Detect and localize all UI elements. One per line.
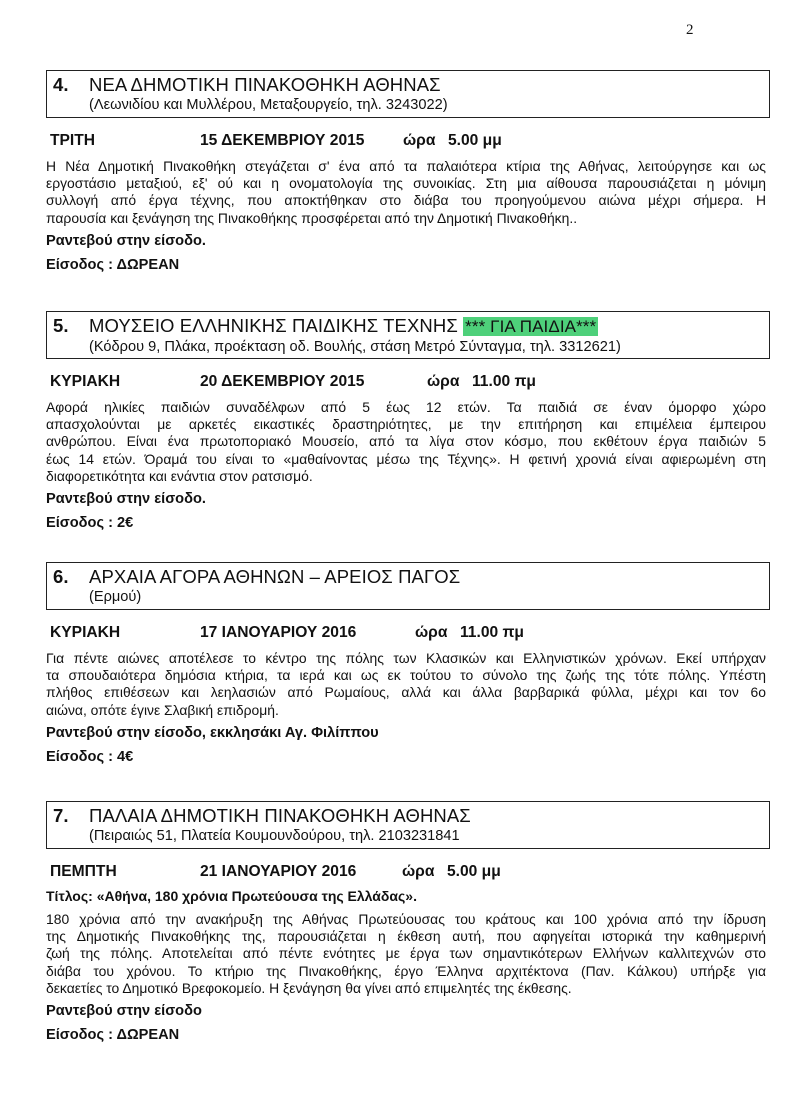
description-line: έως 14 ετών. Όραμά του είναι το «μαθαίνοντας μέσω της Τέχνης». Η φετινή χρονιά είναι αφιερωμένη στη — [46, 450, 766, 467]
page-number: 2 — [686, 22, 694, 38]
event-date: 15 ΔΕΚΕΜΒΡΙΟΥ 2015 — [200, 132, 365, 149]
event-meeting: Ραντεβού στην είσοδο. — [46, 491, 206, 508]
event-address: (Κόδρου 9, Πλάκα, προέκταση οδ. Βουλής, στάση Μετρό Σύνταγμα, τηλ. 3312621) — [89, 339, 621, 355]
event-day: ΤΡΙΤΗ — [50, 132, 96, 149]
event-4 — [46, 70, 770, 274]
event-date-line — [46, 132, 770, 152]
event-header-box — [46, 801, 770, 849]
event-day: ΚΥΡΙΑΚΗ — [50, 624, 121, 641]
event-title — [53, 74, 769, 96]
description-line: παρουσία και ξενάγηση της Πινακοθήκης προσφέρεται από την Δημοτική Πινακοθήκη.. — [46, 209, 578, 226]
description-line: πλήθος επιθέσεων και λεηλασιών από Ρωμαίους, αλλά και άλλα βαρβαρικά φύλλα, μέχρι και τον 6ο — [46, 684, 766, 701]
event-address: (Πειραιώς 51, Πλατεία Κουμουνδούρου, τηλ. 2103231841 — [89, 828, 460, 844]
description-line: αιώνα, οπότε έγινε Σλαβική επιδρομή. — [46, 701, 279, 718]
event-date: 20 ΔΕΚΕΜΒΡΙΟΥ 2015 — [200, 373, 365, 390]
event-time: 5.00 μμ — [448, 132, 502, 149]
kids-highlight-badge: *** ΓΙΑ ΠΑΙΔΙΑ*** — [465, 317, 597, 336]
event-title — [53, 566, 769, 588]
event-5 — [46, 311, 770, 532]
event-title-text: ΝΕΑ ΔΗΜΟΤΙΚΗ ΠΙΝΑΚΟΘΗΚΗ ΑΘΗΝΑΣ — [89, 74, 441, 95]
event-title-text: ΑΡΧΑΙΑ ΑΓΟΡΑ ΑΘΗΝΩΝ – ΑΡΕΙΟΣ ΠΑΓΟΣ — [89, 566, 461, 587]
description-line: τα σπουδαιότερα δημόσια κτήρια, τα ιερά και ως εκ τούτου το σύνολο της ζωής της τότε πόλης. Υπέστη — [46, 667, 766, 684]
description-line: ζωή της πόλης. Αποτελείται από πέντε ενότητες με έργα των σημαντικότερων Ελλήνων καλλιτεχνών στο — [46, 945, 766, 962]
event-number: 4. — [53, 74, 69, 95]
event-description — [46, 399, 766, 485]
event-address: (Ερμού) — [89, 589, 142, 605]
event-time-word: ώρα — [415, 624, 448, 641]
event-number: 7. — [53, 805, 69, 826]
event-entrance: Είσοδος : ΔΩΡΕΑΝ — [46, 256, 180, 273]
event-time-word: ώρα — [427, 373, 460, 390]
description-line: Για πέντε αιώνες αποτέλεσε το κέντρο της πόλης των Κλασικών και Ελληνιστικών χρόνων. Εκεί υπήρχαν — [46, 650, 766, 666]
event-description — [46, 650, 766, 719]
event-time-word: ώρα — [402, 863, 435, 880]
description-line: ανθρώπου. Είναι ένα πρωτοποριακό Μουσείο, από τα λίγα στον κόσμο, που εκθέτουν έργα παιδιών 5 — [46, 433, 766, 450]
event-date-line — [46, 863, 770, 883]
event-time-word: ώρα — [403, 132, 436, 149]
event-day: ΚΥΡΙΑΚΗ — [50, 373, 121, 390]
event-number: 6. — [53, 566, 69, 587]
description-line: 180 χρόνια από την ανακήρυξη της Αθήνας Πρωτεύουσας του κράτους και 100 χρόνια από την ίδρυση — [46, 911, 766, 927]
description-line: της Δημοτικής Πινακοθήκης της, παρουσιάζεται η έκθεση αυτή, που αφηγείται ιστορικά την καθημερινή — [46, 928, 766, 945]
event-time: 11.00 πμ — [460, 624, 524, 641]
description-line: Η Νέα Δημοτική Πινακοθήκη στεγάζεται σ' ένα από τα παλαιότερα κτίρια της Αθήνας, λειτούργησε και ως — [46, 158, 766, 174]
event-meeting: Ραντεβού στην είσοδο. — [46, 232, 206, 249]
event-description — [46, 158, 766, 227]
event-header-box — [46, 70, 770, 118]
description-line: εργοστάσιο μεταξιού, εξ' ού και η ονοματολογία της συνοικίας. Στη μια αίθουσα παρουσιάζεται η μόνιμη — [46, 175, 766, 192]
event-header-box — [46, 311, 770, 359]
description-line: διάβα του χρόνου. Το κτήριο της Πινακοθήκης, έργο Έλληνα αρχιτέκτονα (Παν. Κάλκου) υπήρξε για — [46, 962, 766, 979]
event-7 — [46, 801, 770, 1044]
event-date: 21 ΙΑΝΟΥΑΡΙΟΥ 2016 — [200, 863, 357, 880]
event-title — [53, 805, 769, 827]
event-date-line — [46, 624, 770, 644]
event-6 — [46, 562, 770, 766]
description-line: συλλογή από έργα τέχνης, που αποκτήθηκαν στο διάβα του προηγούμενου αιώνα μέχρι σήμερα. Η — [46, 192, 766, 209]
event-subtitle: Τίτλος: «Αθήνα, 180 χρόνια Πρωτεύουσα της Ελλάδας». — [46, 888, 417, 904]
event-title-text: ΠΑΛΑΙΑ ΔΗΜΟΤΙΚΗ ΠΙΝΑΚΟΘΗΚΗ ΑΘΗΝΑΣ — [89, 805, 471, 826]
description-line: Αφορά ηλικίες παιδιών συναδέλφων από 5 έως 12 ετών. Τα παιδιά σε έναν όμορφο χώρο — [46, 399, 766, 415]
event-entrance: Είσοδος : 4€ — [46, 748, 134, 765]
event-time: 11.00 πμ — [472, 373, 536, 390]
event-title — [53, 315, 769, 338]
event-entrance: Είσοδος : ΔΩΡΕΑΝ — [46, 1027, 180, 1044]
event-date: 17 ΙΑΝΟΥΑΡΙΟΥ 2016 — [200, 624, 357, 641]
event-title-text: ΜΟΥΣΕΙΟ ΕΛΛΗΝΙΚΗΣ ΠΑΙΔΙΚΗΣ ΤΕΧΝΗΣ — [89, 315, 458, 336]
description-line: δεκαετίες το Δημοτικό Βρεφοκομείο. Η ξενάγηση θα γίνει από επιμελητές της έκθεσης. — [46, 979, 572, 996]
event-number: 5. — [53, 315, 69, 336]
event-header-box — [46, 562, 770, 610]
description-line: διαφορετικότητα και ενάντια στον ρατσισμό. — [46, 467, 313, 484]
description-line: απασχολούνται με αρκετές εικαστικές δραστηριότητες, με την επιτήρηση και επιμέλεια έμπειρου — [46, 416, 766, 433]
event-meeting: Ραντεβού στην είσοδο — [46, 1003, 202, 1020]
event-entrance: Είσοδος : 2€ — [46, 515, 134, 532]
event-meeting: Ραντεβού στην είσοδο, εκκλησάκι Αγ. Φιλίππου — [46, 724, 379, 741]
event-time: 5.00 μμ — [447, 863, 501, 880]
event-date-line — [46, 373, 770, 393]
event-description — [46, 911, 766, 997]
event-address: (Λεωνιδίου και Μυλλέρου, Μεταξουργείο, τηλ. 3243022) — [89, 97, 448, 113]
event-day: ΠΕΜΠΤΗ — [50, 863, 117, 880]
